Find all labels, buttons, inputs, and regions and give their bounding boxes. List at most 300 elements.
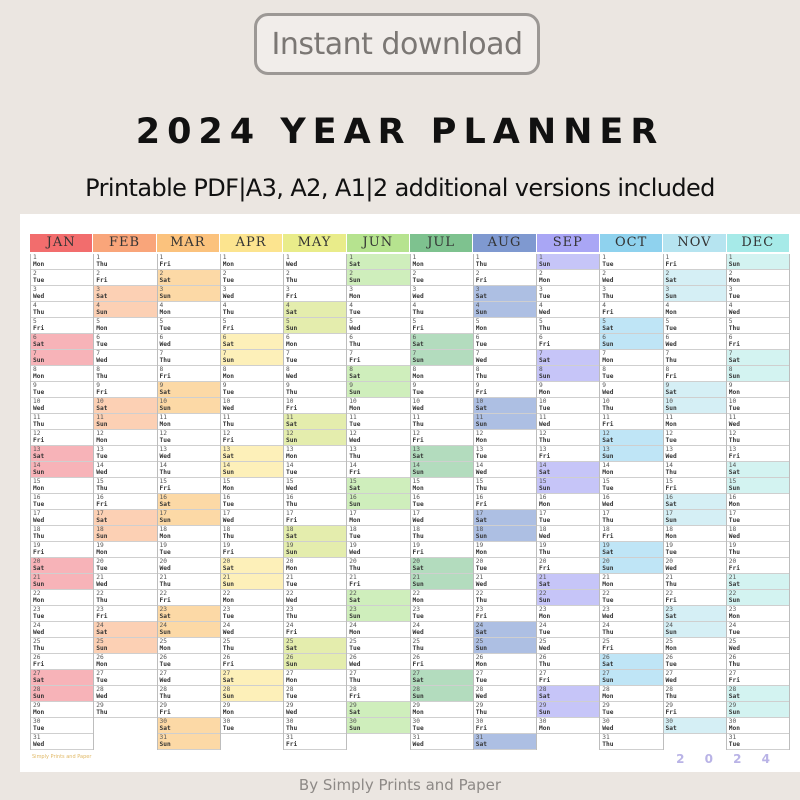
weekday-label: Sat: [33, 453, 45, 461]
day-number: 20: [665, 558, 673, 565]
day-cell: [221, 302, 283, 318]
month-header-apr: APR: [220, 234, 283, 252]
month-column-may: [283, 254, 346, 750]
weekday-label: Fri: [96, 613, 108, 621]
day-number: 9: [475, 382, 480, 389]
weekday-label: Sat: [286, 309, 298, 317]
day-number: 17: [222, 510, 231, 517]
day-cell: [221, 478, 283, 494]
weekday-label: Sun: [539, 597, 551, 605]
weekday-label: Fri: [475, 277, 487, 285]
day-number: 6: [349, 334, 353, 341]
weekday-label: Wed: [602, 613, 614, 621]
weekday-label: Sat: [222, 453, 234, 461]
day-number: 4: [475, 302, 480, 309]
day-cell: [600, 622, 662, 638]
day-number: 14: [412, 462, 420, 469]
day-cell: [600, 350, 662, 366]
day-number: 1: [475, 254, 480, 261]
day-number: 4: [665, 302, 670, 309]
weekday-label: Mon: [222, 709, 234, 717]
day-number: 20: [602, 558, 610, 565]
day-number: 24: [33, 622, 41, 629]
day-number: 8: [349, 366, 353, 373]
month-header-nov: NOV: [663, 234, 726, 252]
day-number: 25: [539, 638, 547, 645]
weekday-label: Mon: [412, 485, 424, 493]
empty-cell: [221, 734, 283, 750]
weekday-label: Mon: [665, 421, 677, 429]
day-cell: [537, 286, 599, 302]
weekday-label: Wed: [159, 341, 171, 349]
weekday-label: Fri: [96, 277, 108, 285]
weekday-label: Fri: [728, 677, 740, 685]
day-number: 26: [475, 654, 484, 661]
day-cell: [158, 574, 220, 590]
month-column-jun: [346, 254, 409, 750]
day-number: 21: [159, 574, 167, 581]
day-number: 7: [665, 350, 670, 357]
day-cell: [94, 398, 156, 414]
weekday-label: Tue: [728, 629, 740, 637]
day-cell: [94, 590, 156, 606]
day-cell: [474, 686, 536, 702]
day-number: 19: [412, 542, 420, 549]
day-number: 22: [602, 590, 610, 597]
day-number: 5: [539, 318, 543, 325]
day-number: 27: [412, 670, 420, 677]
day-number: 15: [222, 478, 231, 485]
weekday-label: Mon: [602, 581, 614, 589]
day-cell: [411, 574, 473, 590]
weekday-label: Fri: [412, 661, 424, 669]
weekday-label: Thu: [222, 309, 234, 317]
day-number: 1: [96, 254, 100, 261]
day-cell: [347, 638, 409, 654]
day-cell: [31, 558, 93, 574]
weekday-label: Mon: [286, 453, 298, 461]
weekday-label: Tue: [412, 501, 424, 509]
day-cell: [727, 478, 789, 494]
day-cell: [411, 462, 473, 478]
weekday-label: Wed: [222, 629, 234, 637]
weekday-label: Fri: [665, 709, 677, 717]
day-cell: [411, 638, 473, 654]
weekday-label: Tue: [96, 677, 108, 685]
weekday-label: Tue: [539, 405, 551, 413]
day-number: 3: [33, 286, 37, 293]
weekday-label: Fri: [222, 437, 234, 445]
instant-download-badge: Instant download: [254, 13, 540, 75]
day-cell: [474, 254, 536, 270]
weekday-label: Tue: [475, 677, 487, 685]
day-cell: [474, 302, 536, 318]
day-cell: [411, 494, 473, 510]
weekday-label: Sat: [728, 469, 740, 477]
month-header-jan: JAN: [30, 234, 93, 252]
weekday-label: Sat: [728, 581, 740, 589]
day-cell: [664, 398, 726, 414]
day-number: 25: [349, 638, 357, 645]
weekday-label: Wed: [349, 437, 361, 445]
weekday-label: Wed: [475, 581, 487, 589]
weekday-label: Wed: [96, 693, 108, 701]
day-number: 17: [33, 510, 41, 517]
weekday-label: Fri: [159, 373, 171, 381]
day-cell: [94, 430, 156, 446]
weekday-label: Fri: [159, 485, 171, 493]
day-cell: [411, 414, 473, 430]
day-cell: [727, 334, 789, 350]
day-number: 23: [602, 606, 610, 613]
day-number: 27: [602, 670, 610, 677]
weekday-label: Tue: [222, 501, 234, 509]
weekday-label: Mon: [349, 405, 361, 413]
weekday-label: Thu: [728, 549, 740, 557]
weekday-label: Sun: [728, 597, 740, 605]
weekday-label: Mon: [475, 325, 487, 333]
day-cell: [158, 302, 220, 318]
day-cell: [664, 366, 726, 382]
day-number: 16: [728, 494, 737, 501]
weekday-label: Mon: [665, 309, 677, 317]
weekday-label: Fri: [349, 581, 361, 589]
weekday-label: Mon: [539, 613, 551, 621]
day-number: 23: [33, 606, 41, 613]
day-number: 6: [96, 334, 100, 341]
day-cell: [727, 542, 789, 558]
weekday-label: Wed: [728, 645, 740, 653]
weekday-label: Sun: [728, 709, 740, 717]
day-cell: [158, 494, 220, 510]
weekday-label: Mon: [159, 309, 171, 317]
day-number: 31: [286, 734, 294, 741]
weekday-label: Fri: [665, 597, 677, 605]
day-number: 4: [33, 302, 37, 309]
day-cell: [284, 334, 346, 350]
day-cell: [474, 622, 536, 638]
weekday-label: Wed: [412, 293, 424, 301]
day-number: 6: [602, 334, 606, 341]
weekday-label: Sat: [96, 293, 108, 301]
day-cell: [727, 734, 789, 750]
day-cell: [474, 318, 536, 334]
day-cell: [664, 414, 726, 430]
day-cell: [474, 510, 536, 526]
day-number: 29: [349, 702, 357, 709]
day-number: 22: [96, 590, 104, 597]
day-cell: [158, 542, 220, 558]
day-cell: [284, 414, 346, 430]
day-number: 5: [475, 318, 480, 325]
day-number: 21: [286, 574, 294, 581]
weekday-label: Tue: [539, 293, 551, 301]
weekday-label: Mon: [728, 725, 740, 733]
day-number: 6: [222, 334, 227, 341]
day-number: 26: [412, 654, 420, 661]
day-number: 10: [96, 398, 104, 405]
weekday-label: Sun: [412, 469, 424, 477]
day-cell: [284, 590, 346, 606]
day-number: 26: [33, 654, 41, 661]
day-number: 19: [665, 542, 673, 549]
weekday-label: Thu: [159, 581, 171, 589]
day-number: 27: [159, 670, 167, 677]
day-cell: [158, 702, 220, 718]
weekday-label: Tue: [349, 309, 361, 317]
day-cell: [727, 686, 789, 702]
day-cell: [284, 350, 346, 366]
weekday-label: Thu: [602, 293, 614, 301]
day-cell: [537, 462, 599, 478]
weekday-label: Sat: [475, 741, 487, 749]
day-number: 11: [96, 414, 104, 421]
weekday-label: Thu: [349, 565, 361, 573]
day-cell: [537, 478, 599, 494]
day-number: 9: [665, 382, 670, 389]
weekday-label: Wed: [159, 677, 171, 685]
weekday-label: Fri: [665, 261, 677, 269]
day-number: 28: [475, 686, 484, 693]
day-cell: [664, 510, 726, 526]
weekday-label: Wed: [96, 357, 108, 365]
weekday-label: Sun: [539, 709, 551, 717]
day-number: 29: [412, 702, 420, 709]
weekday-label: Thu: [286, 277, 298, 285]
day-cell: [158, 398, 220, 414]
day-cell: [347, 494, 409, 510]
day-number: 21: [349, 574, 357, 581]
weekday-label: Sun: [728, 485, 740, 493]
day-number: 21: [539, 574, 547, 581]
day-number: 19: [159, 542, 167, 549]
day-number: 23: [475, 606, 484, 613]
weekday-label: Fri: [412, 437, 424, 445]
weekday-label: Fri: [33, 549, 45, 557]
day-cell: [600, 542, 662, 558]
weekday-label: Sun: [349, 725, 361, 733]
day-cell: [600, 574, 662, 590]
day-cell: [94, 366, 156, 382]
day-cell: [94, 270, 156, 286]
weekday-label: Tue: [602, 597, 614, 605]
day-number: 30: [412, 718, 420, 725]
day-number: 2: [286, 270, 290, 277]
day-number: 10: [475, 398, 484, 405]
day-cell: [31, 462, 93, 478]
day-cell: [727, 270, 789, 286]
day-cell: [221, 366, 283, 382]
day-number: 9: [728, 382, 733, 389]
day-number: 21: [222, 574, 231, 581]
weekday-label: Fri: [33, 325, 45, 333]
day-cell: [221, 494, 283, 510]
day-cell: [284, 702, 346, 718]
month-header-may: MAY: [283, 234, 346, 252]
day-cell: [600, 638, 662, 654]
day-cell: [537, 414, 599, 430]
day-number: 9: [602, 382, 606, 389]
weekday-label: Tue: [665, 661, 677, 669]
day-number: 2: [412, 270, 417, 277]
day-cell: [600, 526, 662, 542]
weekday-label: Tue: [159, 325, 171, 333]
day-number: 30: [475, 718, 484, 725]
day-number: 20: [728, 558, 737, 565]
weekday-label: Fri: [728, 453, 740, 461]
weekday-label: Sat: [665, 613, 677, 621]
day-cell: [600, 398, 662, 414]
weekday-label: Mon: [665, 533, 677, 541]
day-cell: [537, 302, 599, 318]
day-number: 24: [475, 622, 484, 629]
day-number: 22: [539, 590, 547, 597]
day-number: 28: [33, 686, 41, 693]
day-number: 17: [349, 510, 357, 517]
day-cell: [284, 302, 346, 318]
day-cell: [474, 526, 536, 542]
day-number: 27: [665, 670, 673, 677]
day-cell: [411, 686, 473, 702]
day-cell: [94, 702, 156, 718]
weekday-label: Mon: [602, 693, 614, 701]
month-header-sep: SEP: [537, 234, 600, 252]
day-cell: [31, 286, 93, 302]
day-number: 27: [286, 670, 294, 677]
weekday-label: Fri: [412, 549, 424, 557]
day-number: 4: [412, 302, 417, 309]
day-number: 3: [349, 286, 353, 293]
day-cell: [727, 414, 789, 430]
weekday-label: Mon: [475, 437, 487, 445]
weekday-label: Sun: [222, 469, 234, 477]
weekday-label: Wed: [286, 261, 298, 269]
day-cell: [158, 478, 220, 494]
weekday-label: Sat: [539, 357, 551, 365]
day-number: 18: [728, 526, 737, 533]
weekday-label: Mon: [222, 597, 234, 605]
day-number: 3: [475, 286, 480, 293]
day-cell: [727, 318, 789, 334]
day-number: 1: [349, 254, 353, 261]
day-number: 9: [286, 382, 290, 389]
day-cell: [537, 702, 599, 718]
weekday-label: Sun: [665, 517, 677, 525]
weekday-label: Thu: [159, 469, 171, 477]
day-cell: [94, 574, 156, 590]
day-cell: [411, 478, 473, 494]
day-cell: [284, 526, 346, 542]
day-number: 17: [286, 510, 294, 517]
day-cell: [474, 414, 536, 430]
day-cell: [158, 526, 220, 542]
day-cell: [537, 622, 599, 638]
day-cell: [284, 478, 346, 494]
day-cell: [600, 462, 662, 478]
day-cell: [94, 350, 156, 366]
day-number: 6: [33, 334, 37, 341]
day-cell: [537, 654, 599, 670]
weekday-label: Sun: [349, 613, 361, 621]
day-cell: [537, 334, 599, 350]
day-number: 17: [728, 510, 737, 517]
day-cell: [221, 702, 283, 718]
weekday-label: Sun: [412, 693, 424, 701]
day-number: 22: [665, 590, 673, 597]
day-number: 10: [222, 398, 231, 405]
day-number: 1: [412, 254, 417, 261]
weekday-label: Thu: [96, 597, 108, 605]
day-cell: [411, 254, 473, 270]
weekday-label: Sat: [539, 693, 551, 701]
day-number: 23: [539, 606, 547, 613]
weekday-label: Sat: [159, 725, 171, 733]
day-number: 29: [475, 702, 484, 709]
day-cell: [158, 318, 220, 334]
weekday-label: Thu: [96, 373, 108, 381]
day-cell: [664, 606, 726, 622]
day-cell: [221, 622, 283, 638]
day-number: 15: [286, 478, 294, 485]
weekday-label: Fri: [475, 725, 487, 733]
day-cell: [474, 494, 536, 510]
day-cell: [284, 446, 346, 462]
day-cell: [221, 318, 283, 334]
empty-cell: [664, 734, 726, 750]
day-cell: [600, 446, 662, 462]
day-number: 3: [286, 286, 290, 293]
day-number: 2: [665, 270, 670, 277]
day-number: 11: [728, 414, 737, 421]
day-number: 28: [665, 686, 673, 693]
weekday-label: Sun: [728, 373, 740, 381]
day-cell: [664, 462, 726, 478]
day-number: 6: [475, 334, 480, 341]
day-cell: [411, 526, 473, 542]
weekday-label: Wed: [412, 629, 424, 637]
day-number: 6: [412, 334, 417, 341]
day-number: 10: [412, 398, 420, 405]
month-column-jan: [30, 254, 93, 750]
day-cell: [284, 462, 346, 478]
weekday-label: Wed: [539, 533, 551, 541]
day-number: 25: [728, 638, 737, 645]
year-watermark: 2 0 2 4: [676, 752, 778, 766]
day-cell: [347, 718, 409, 734]
day-number: 7: [96, 350, 100, 357]
weekday-label: Fri: [159, 261, 171, 269]
day-number: 22: [728, 590, 737, 597]
day-cell: [347, 478, 409, 494]
day-cell: [474, 670, 536, 686]
day-number: 20: [539, 558, 547, 565]
day-number: 4: [349, 302, 353, 309]
day-cell: [284, 558, 346, 574]
day-number: 12: [159, 430, 167, 437]
day-cell: [221, 382, 283, 398]
day-cell: [600, 478, 662, 494]
weekday-label: Thu: [222, 421, 234, 429]
weekday-label: Thu: [475, 485, 487, 493]
day-cell: [94, 302, 156, 318]
weekday-label: Fri: [159, 709, 171, 717]
day-number: 19: [286, 542, 294, 549]
day-cell: [474, 398, 536, 414]
day-cell: [664, 702, 726, 718]
day-number: 12: [222, 430, 231, 437]
weekday-label: Thu: [96, 261, 108, 269]
day-number: 18: [412, 526, 420, 533]
